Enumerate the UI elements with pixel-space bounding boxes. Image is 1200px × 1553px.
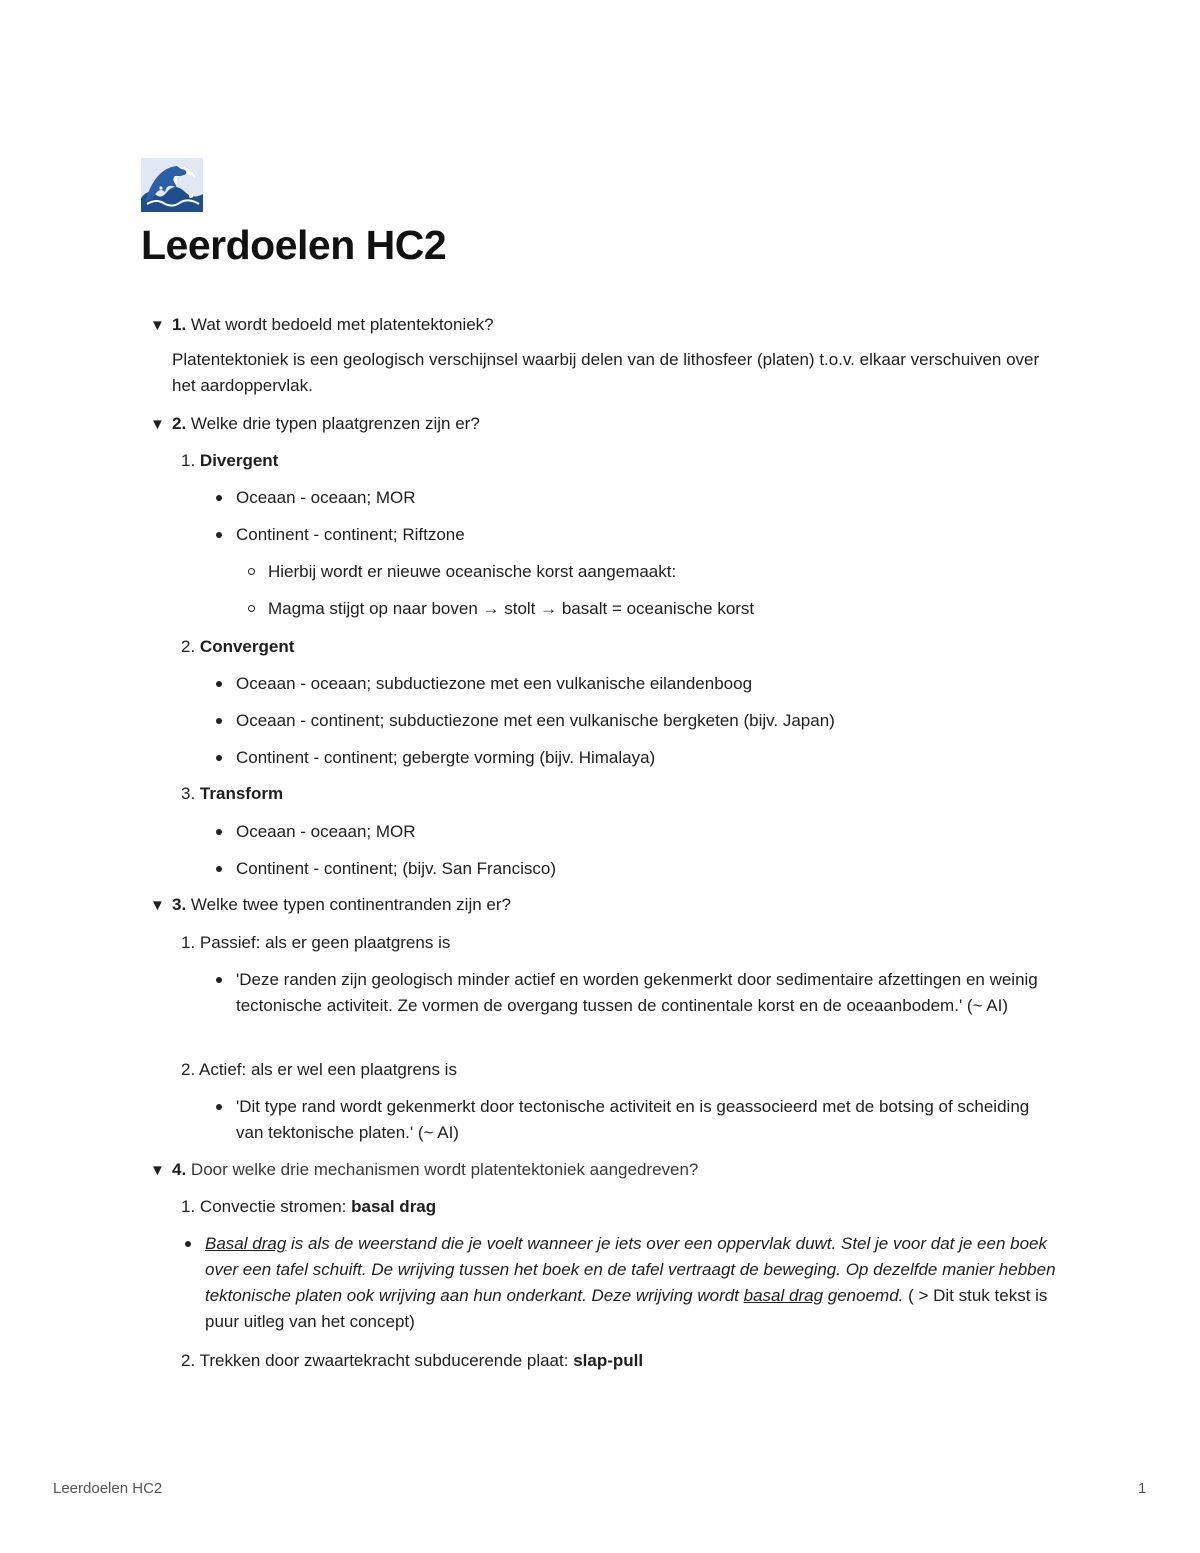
page-title: Leerdoelen HC2 bbox=[141, 222, 447, 268]
list-item: Oceaan - oceaan; MOR bbox=[236, 819, 416, 845]
list-item-transform: 3. Transform bbox=[181, 784, 284, 803]
question-q2: Welke drie typen plaatgrenzen zijn er? bbox=[190, 414, 480, 433]
question-q1: Wat wordt bedoeld met platentektoniek? bbox=[190, 315, 494, 334]
question-q4: Door welke drie mechanismen wordt platentektoniek aangedreven? bbox=[190, 1160, 699, 1179]
list-item-convectie: 1. Convectie stromen: basal drag bbox=[181, 1197, 437, 1216]
page-number: 1 bbox=[1138, 1480, 1147, 1497]
list-item: Continent - continent; (bijv. San Francisco) bbox=[236, 856, 556, 882]
wave-icon bbox=[141, 158, 203, 212]
toggle-q4[interactable]: ▼ 4. Door welke drie mechanismen wordt platentektoniek aangedreven? bbox=[150, 1157, 698, 1184]
footer-title: Leerdoelen HC2 bbox=[53, 1480, 163, 1497]
list-item-actief: 2. Actief: als er wel een plaatgrens is bbox=[181, 1060, 457, 1079]
list-item: Oceaan - continent; subductiezone met een vulkanische bergketen (bijv. Japan) bbox=[236, 708, 835, 734]
list-item: Magma stijgt op naar boven → stolt → basalt = oceanische korst bbox=[268, 596, 754, 622]
list-item-slap-pull: 2. Trekken door zwaartekracht subducerende plaat: slap-pull bbox=[181, 1351, 644, 1370]
list-item: Hierbij wordt er nieuwe oceanische korst aangemaakt: bbox=[268, 559, 676, 585]
list-item: Oceaan - oceaan; subductiezone met een vulkanische eilandenboog bbox=[236, 671, 752, 697]
toggle-q2[interactable]: ▼ 2. Welke drie typen plaatgrenzen zijn er? bbox=[150, 411, 480, 438]
explanation-basal-drag: Basal drag is als de weerstand die je voelt wanneer je iets over een oppervlak duwt. Stel je voor dat je een boek over een tafel schuift. De wrijving tussen het boek en de tafel vertraagt de beweging. Op dezelfde manier hebben tektonische platen ook wrijving aan hun onderkant. Deze wrijving wordt basal drag genoemd. ( > Dit stuk tekst is puur uitleg van het concept) bbox=[205, 1231, 1065, 1335]
answer-q1: Platentektoniek is een geologisch verschijnsel waarbij delen van de lithosfeer (platen) t.o.v. elkaar verschuiven over het aardoppervlak. bbox=[172, 350, 1040, 395]
triangle-down-icon[interactable]: ▼ bbox=[150, 416, 165, 433]
question-q3: Welke twee typen continentranden zijn er? bbox=[190, 895, 511, 914]
list-item-convergent: 2. Convergent bbox=[181, 637, 295, 656]
list-item-divergent: 1. Divergent bbox=[181, 451, 279, 470]
toggle-q3[interactable]: ▼ 3. Welke twee typen continentranden zijn er? bbox=[150, 892, 511, 919]
list-item: Oceaan - oceaan; MOR bbox=[236, 485, 416, 511]
triangle-down-icon[interactable]: ▼ bbox=[150, 1162, 165, 1179]
list-item: Continent - continent; Riftzone bbox=[236, 522, 465, 548]
triangle-down-icon[interactable]: ▼ bbox=[150, 317, 165, 334]
toggle-q1[interactable]: ▼ 1. Wat wordt bedoeld met platentektoniek? bbox=[150, 312, 494, 339]
list-item: 'Deze randen zijn geologisch minder actief en worden gekenmerkt door sedimentaire afzettingen en weinig tectonische activiteit. Ze vormen de overgang tussen de continentale korst en de oceaanbodem.' (~ AI) bbox=[236, 967, 1056, 1019]
list-item: Continent - continent; gebergte vorming (bijv. Himalaya) bbox=[236, 745, 655, 771]
list-item: 'Dit type rand wordt gekenmerkt door tectonische activiteit en is geassocieerd met de botsing of scheiding van tektonische platen.' (~ AI) bbox=[236, 1094, 1056, 1146]
list-item-passief: 1. Passief: als er geen plaatgrens is bbox=[181, 933, 451, 952]
triangle-down-icon[interactable]: ▼ bbox=[150, 897, 165, 914]
